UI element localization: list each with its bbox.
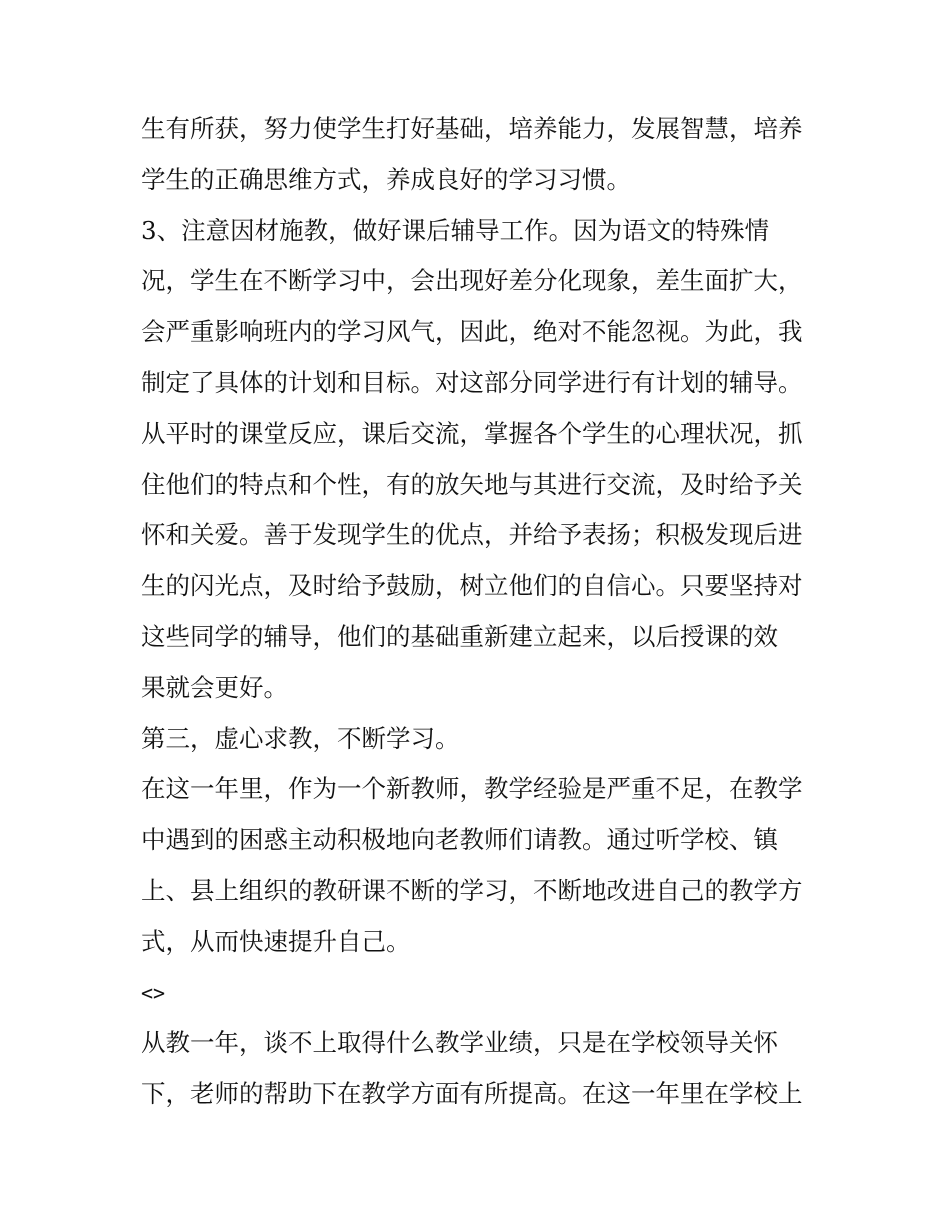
document-body <box>141 104 813 1120</box>
text-line: 会严重影响班内的学习风气，因此，绝对不能忽视。为此，我 <box>141 317 803 347</box>
text-line: 这些同学的辅导，他们的基础重新建立起来，以后授课的效 <box>141 621 778 651</box>
text-line: 下，老师的帮助下在教学方面有所提高。在这一年里在学校上 <box>141 1079 803 1109</box>
text-line: 从教一年，谈不上取得什么教学业绩，只是在学校领导关怀 <box>141 1028 778 1058</box>
text-line: 在这一年里，作为一个新教师，教学经验是严重不足，在教学 <box>141 774 803 804</box>
text-line: 式，从而快速提升自己。 <box>141 926 411 956</box>
text-line: 生有所获，努力使学生打好基础，培养能力，发展智慧，培养 <box>141 114 803 143</box>
text-line: 上、县上组织的教研课不断的学习，不断地改进自己的教学方 <box>141 875 803 905</box>
text-line: 果就会更好。 <box>141 672 288 702</box>
section-heading: 第三，虚心求教，不断学习。 <box>141 723 460 753</box>
text-line: 3、注意因材施教，做好课后辅导工作。因为语文的特殊情 <box>141 215 770 245</box>
text-line: 制定了具体的计划和目标。对这部分同学进行有计划的辅导。 <box>141 367 803 397</box>
text-line: 学生的正确思维方式，养成良好的学习习惯。 <box>141 164 631 194</box>
text-line: 住他们的特点和个性，有的放矢地与其进行交流，及时给予关 <box>141 469 803 499</box>
text-line: 生的闪光点，及时给予鼓励，树立他们的自信心。只要坚持对 <box>141 571 803 601</box>
text-line: 从平时的课堂反应，课后交流，掌握各个学生的心理状况，抓 <box>141 418 803 448</box>
text-line: 况，学生在不断学习中，会出现好差分化现象，差生面扩大， <box>141 266 803 296</box>
separator-symbol: <> <box>141 980 166 1005</box>
text-line: 怀和关爱。善于发现学生的优点，并给予表扬；积极发现后进 <box>141 520 803 550</box>
text-line: 中遇到的困惑主动积极地向老教师们请教。通过听学校、镇 <box>141 825 778 855</box>
